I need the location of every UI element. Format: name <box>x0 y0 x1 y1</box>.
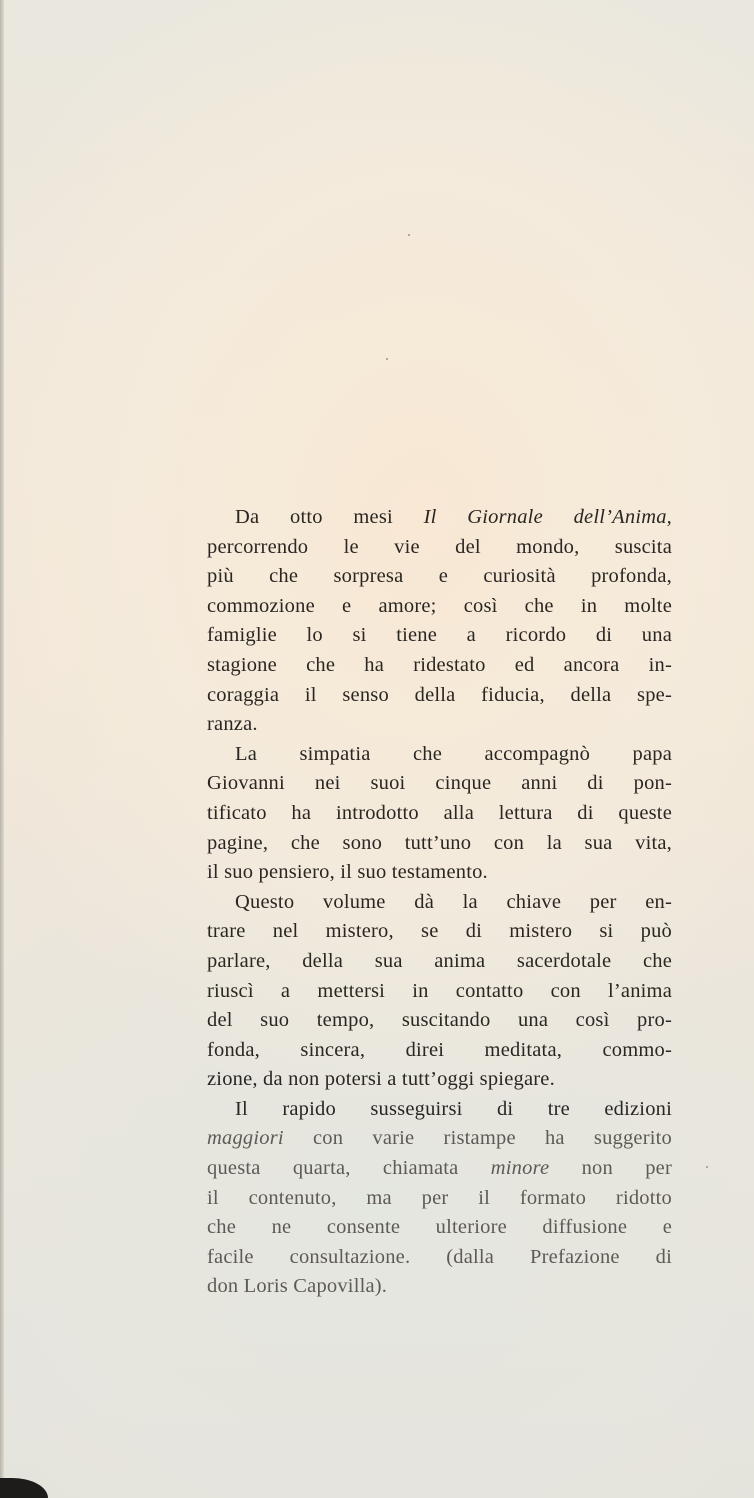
text-line: questa quarta, chiamata minore non per <box>207 1157 672 1180</box>
text-line: ranza. <box>207 713 258 736</box>
text-line: maggiori con varie ristampe ha suggerito <box>207 1127 672 1150</box>
text-line: facile consultazione. (dalla Prefazione di <box>207 1245 672 1268</box>
text-line: famiglie lo si tiene a ricordo di una <box>207 624 672 647</box>
blurb-text <box>207 503 672 1302</box>
text-line: tificato ha introdotto alla lettura di queste <box>207 801 672 824</box>
paper-speck <box>706 1166 708 1168</box>
paragraph <box>207 503 672 740</box>
text-line: parlare, della sua anima sacerdotale che <box>207 949 672 972</box>
page-edge <box>0 0 4 1498</box>
paragraph <box>207 740 672 888</box>
text-line: stagione che ha ridestato ed ancora in- <box>207 653 672 676</box>
text-line: commozione e amore; così che in molte <box>207 594 672 617</box>
text-line: che ne consente ulteriore diffusione e <box>207 1216 672 1239</box>
text-line: trare nel mistero, se di mistero si può <box>207 920 672 943</box>
text-line: il suo pensiero, il suo testamento. <box>207 861 488 884</box>
text-line: Giovanni nei suoi cinque anni di pon- <box>207 772 672 795</box>
text-line: Il rapido susseguirsi di tre edizioni <box>235 1097 672 1120</box>
text-line: fonda, sincera, direi meditata, commo- <box>207 1038 672 1061</box>
text-line: Questo volume dà la chiave per en- <box>235 890 672 913</box>
text-line: pagine, che sono tutt’uno con la sua vita, <box>207 831 672 854</box>
text-line: Da otto mesi Il Giornale dell’Anima, <box>235 506 672 528</box>
text-line: il contenuto, ma per il formato ridotto <box>207 1186 672 1209</box>
text-line: La simpatia che accompagnò papa <box>235 742 672 765</box>
paragraph <box>207 888 672 1095</box>
paper-speck <box>386 358 388 360</box>
ink-blot <box>0 1478 48 1498</box>
paper-speck <box>408 234 410 236</box>
text-line: zione, da non potersi a tutt’oggi spiegare. <box>207 1068 555 1091</box>
text-line: del suo tempo, suscitando una così pro- <box>207 1009 672 1032</box>
text-line: percorrendo le vie del mondo, suscita <box>207 535 672 558</box>
text-line: riuscì a mettersi in contatto con l’anima <box>207 979 672 1002</box>
text-line: coraggia il senso della fiducia, della spe- <box>207 683 672 706</box>
paragraph <box>207 1095 672 1302</box>
text-line: don Loris Capovilla). <box>207 1275 388 1298</box>
text-line: più che sorpresa e curiosità profonda, <box>207 565 672 588</box>
